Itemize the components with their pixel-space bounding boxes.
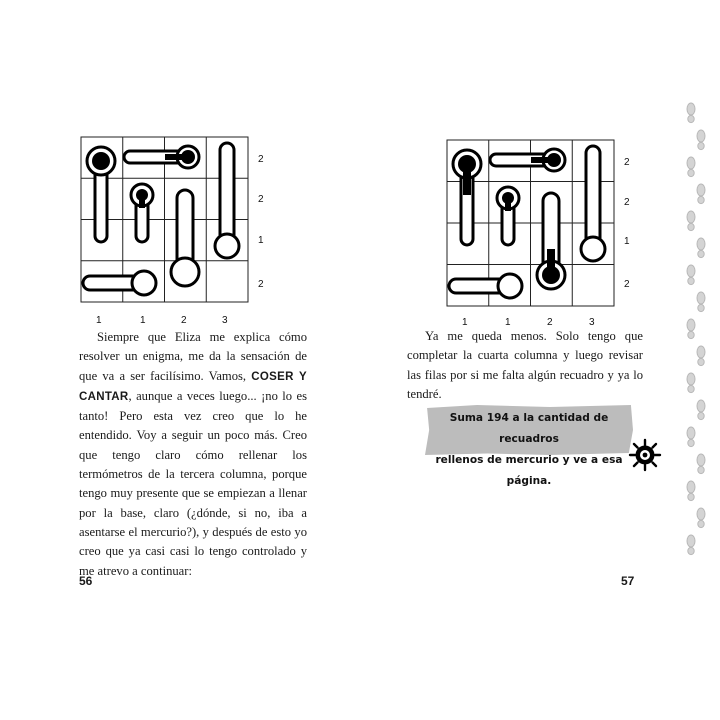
- gear-eye-icon: [628, 438, 662, 472]
- clue-line-2: rellenos de mercurio y ve a esa página.: [435, 454, 623, 487]
- col-clue-1: 1: [462, 317, 468, 328]
- footprint: [697, 400, 705, 420]
- row-clue-4: 2: [258, 279, 264, 290]
- thermometer-puzzle-right: [446, 139, 646, 329]
- col-clue-2: 1: [140, 315, 146, 326]
- footprint: [697, 238, 705, 258]
- footprint: [697, 454, 705, 474]
- footprint: [687, 157, 695, 177]
- footprints-trail: [683, 95, 711, 565]
- col-clue-3: 2: [181, 315, 187, 326]
- footprint: [687, 427, 695, 447]
- left-paragraph: [79, 328, 307, 581]
- row-clue-1: 2: [258, 154, 264, 165]
- left-body-text: [79, 328, 307, 581]
- row-clue-2: 2: [258, 194, 264, 205]
- footprint: [697, 184, 705, 204]
- right-body-text: [407, 327, 643, 404]
- footprint: [687, 103, 695, 123]
- row-clue-2: 2: [624, 197, 630, 208]
- col-clue-4: 3: [589, 317, 595, 328]
- row-clue-3: 1: [624, 236, 630, 247]
- col-clue-3: 2: [547, 317, 553, 328]
- left-paragraph-end: , aunque a veces luego... ¡no lo es tanto! Pero esta vez creo que lo he entendido. Voy a seguir un poco más. Creo que tengo claro cómo rellenar los termómetros de la tercera columna, porque tengo muy presente que se empiezan a llenar por la base, claro (¿dónde, si no, iba a asentarse el mercurio?), y después de esto yo creo que ya casi casi lo tengo controlado y me atrevo a continuar:: [79, 388, 307, 578]
- footprint: [687, 481, 695, 501]
- footprint: [697, 508, 705, 528]
- page-number-left: 56: [79, 574, 93, 588]
- thermometer-puzzle-left: [80, 136, 280, 326]
- row-clue-1: 2: [624, 157, 630, 168]
- col-clue-1: 1: [96, 315, 102, 326]
- footprint: [687, 265, 695, 285]
- row-clue-3: 1: [258, 235, 264, 246]
- right-paragraph-text: Ya me queda menos. Solo tengo que completar la cuarta columna y luego revisar las filas por si me falta algún recuadro y ya lo tendré.: [407, 329, 643, 401]
- footprint: [687, 211, 695, 231]
- right-paragraph: [407, 327, 643, 404]
- footprint: [687, 535, 695, 555]
- clue-line-1: Suma 194 a la cantidad de recuadros: [449, 412, 609, 445]
- footprint: [697, 130, 705, 150]
- col-clue-4: 3: [222, 315, 228, 326]
- footprint: [697, 292, 705, 312]
- page-number-right: 57: [621, 574, 635, 588]
- left-paragraph-caps: COSER Y CANTAR: [79, 370, 308, 403]
- footprint: [687, 373, 695, 393]
- row-clue-4: 2: [624, 279, 630, 290]
- col-clue-2: 1: [505, 317, 511, 328]
- left-paragraph-start: Siempre que Eliza me explica cómo resolver un enigma, me da la sensación de que va a ser facilísimo. Vamos,: [79, 330, 307, 383]
- thermometer-shapes-right: [449, 146, 605, 298]
- footprint: [687, 319, 695, 339]
- footprint: [697, 346, 705, 366]
- clue-text: [425, 408, 633, 492]
